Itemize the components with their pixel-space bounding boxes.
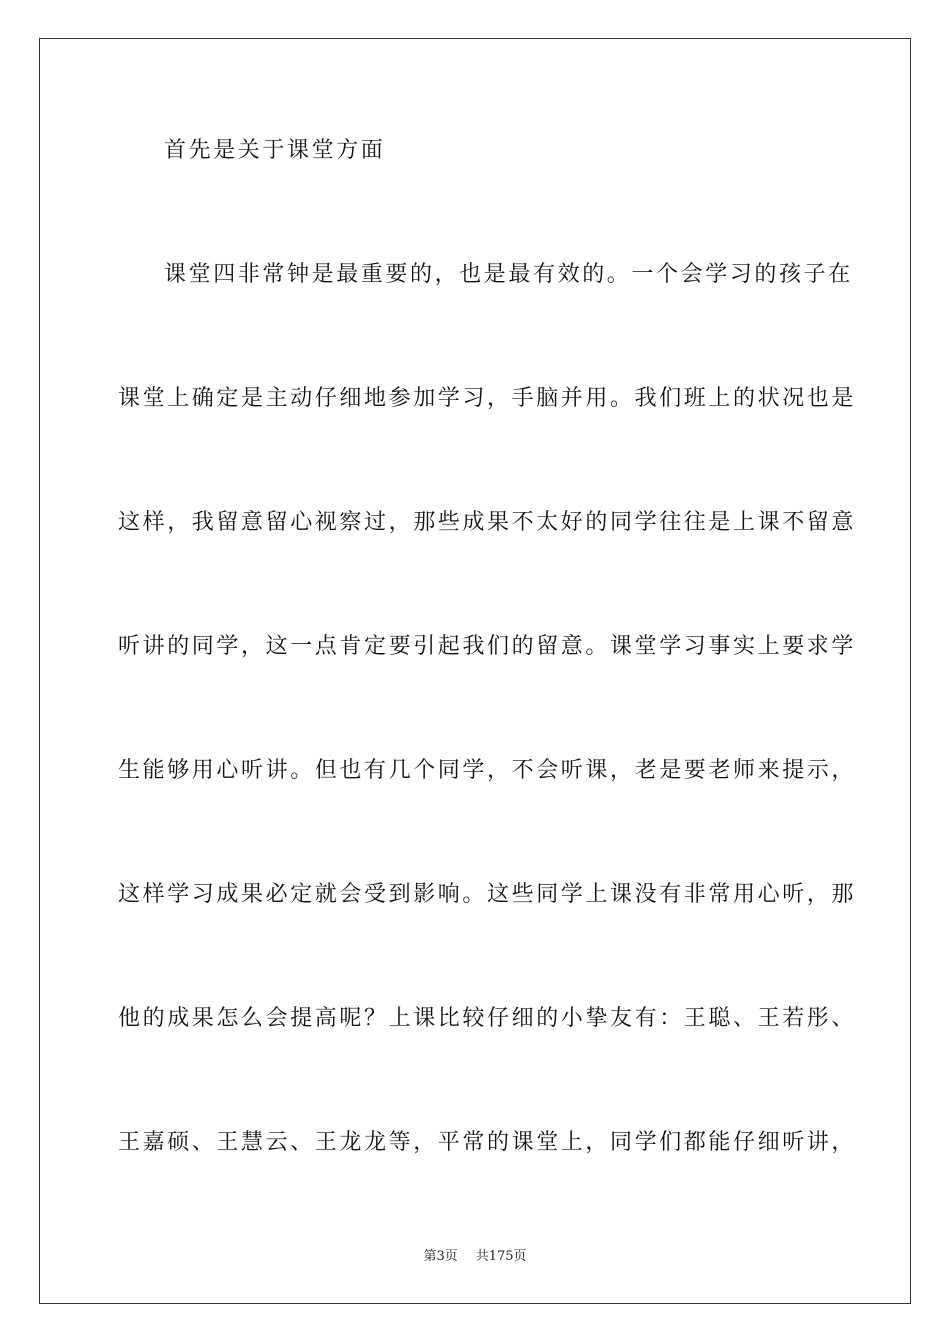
paragraph-heading: 首先是关于课堂方面 — [164, 138, 386, 163]
paragraph-line: 生能够用心听讲。但也有几个同学，不会听课，老是要老师来提示， — [118, 758, 857, 783]
paragraph-line: 他的成果怎么会提高呢？上课比较仔细的小挚友有：王聪、王若彤、 — [118, 1006, 857, 1031]
page-border — [39, 38, 911, 1304]
paragraph-line: 这样学习成果必定就会受到影响。这些同学上课没有非常用心听，那 — [118, 882, 857, 907]
paragraph-line: 课堂四非常钟是最重要的，也是最有效的。一个会学习的孩子在 — [164, 262, 853, 287]
page-footer — [0, 1248, 950, 1266]
paragraph-line: 王嘉硕、王慧云、王龙龙等，平常的课堂上，同学们都能仔细听讲， — [118, 1130, 857, 1155]
page-total: 共175页 — [475, 1249, 527, 1264]
page-number: 第3页 — [423, 1249, 458, 1264]
paragraph-line: 课堂上确定是主动仔细地参加学习，手脑并用。我们班上的状况也是 — [118, 386, 857, 411]
paragraph-line: 这样，我留意留心视察过，那些成果不太好的同学往往是上课不留意 — [118, 510, 857, 535]
paragraph-line: 听讲的同学，这一点肯定要引起我们的留意。课堂学习事实上要求学 — [118, 634, 857, 659]
